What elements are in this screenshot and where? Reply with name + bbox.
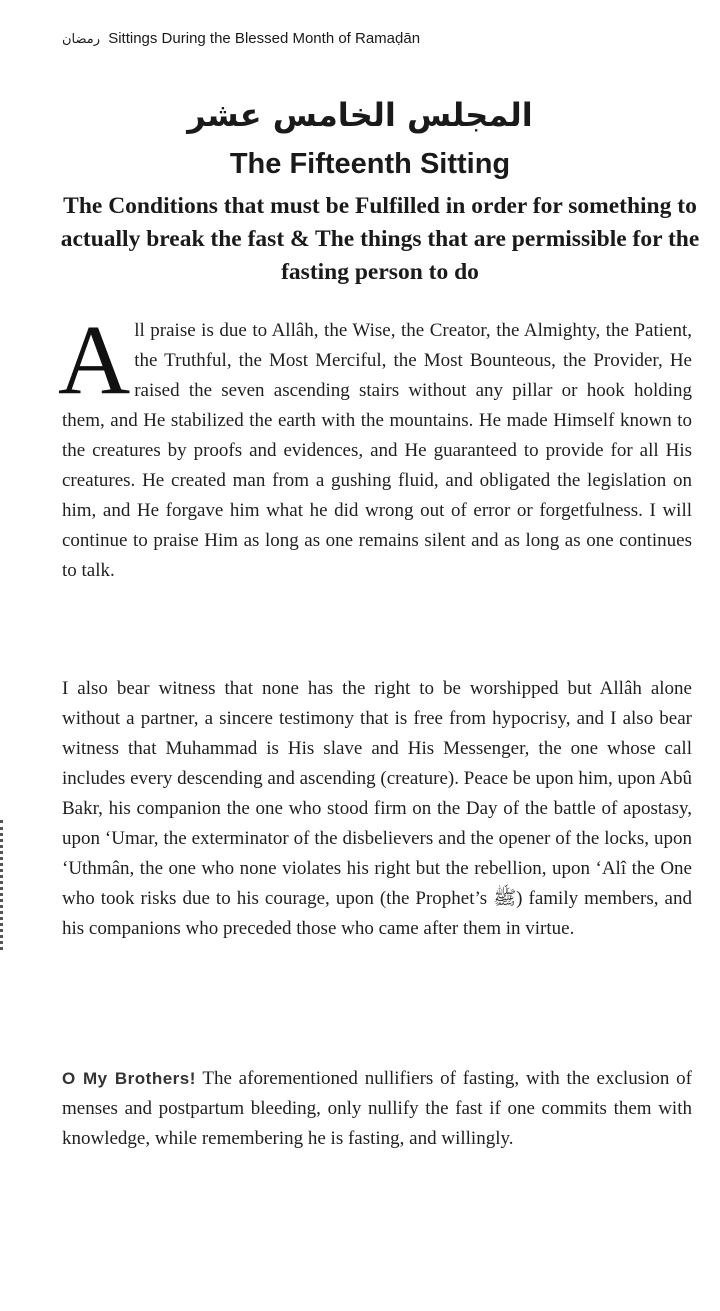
chapter-title: The Fifteenth Sitting <box>229 148 511 180</box>
running-header-arabic: رمضان <box>62 32 101 47</box>
running-header <box>62 30 420 47</box>
scan-margin-mark <box>0 820 7 950</box>
paragraph-testimony <box>62 674 692 944</box>
paragraph-opening-text: ll praise is due to Allâh, the Wise, the Creator, the Almighty, the Patient, the Truthful, the Most Merciful, the Most Bounteous, the Provider, He raised the seven ascending stairs without any pillar or hook holding them, and He stabilized the earth with the mountains. He made Himself known to the creatures by proofs and evidences, and He guaranteed to provide for all His creatures. He created man from a gushing fluid, and obligated the legislation on him, and He forgave him what he did wrong out of error or forgetfulness. I will continue to praise Him as long as one remains silent and as long as one continues to talk. <box>62 320 692 581</box>
drop-cap: A <box>58 304 131 415</box>
arabic-chapter-title: المجلس الخامس عشر <box>187 96 533 134</box>
paragraph-brothers <box>62 1064 692 1154</box>
paragraph-lead-in: O My Brothers! <box>62 1069 196 1088</box>
paragraph-opening <box>58 304 692 586</box>
paragraph-testimony-text: I also bear witness that none has the right to be worshipped but Allâh alone without a partner, a sincere testimony that is free from hypocrisy, and I also bear witness that Muhammad is His slave and His Messenger, the one whose call includes every descending and ascending (creature). Peace be upon him, upon Abû Bakr, his companion the one who stood firm on the Day of the battle of apostasy, upon ‘Umar, the exterminator of the disbelievers and the opener of the locks, upon ‘Uthmân, the one who none violates his right but the rebellion, upon ‘Alî the One who took risks due to his courage, upon (the Prophet’s ﷺ) family members, and his companions who preceded those who came after them in virtue. <box>62 678 692 939</box>
paragraph-brothers-text: The aforementioned nullifiers of fasting, with the exclusion of menses and postpartum bleeding, only nullify the fast if one commits them with knowledge, while remembering he is fasting, and willingly. <box>62 1068 692 1149</box>
running-header-text: Sittings During the Blessed Month of Ramaḍān <box>108 30 421 47</box>
chapter-subtitle: The Conditions that must be Fulfilled in order for something to actually break the fast & The things that are permissible for the fasting person to do <box>60 193 700 285</box>
